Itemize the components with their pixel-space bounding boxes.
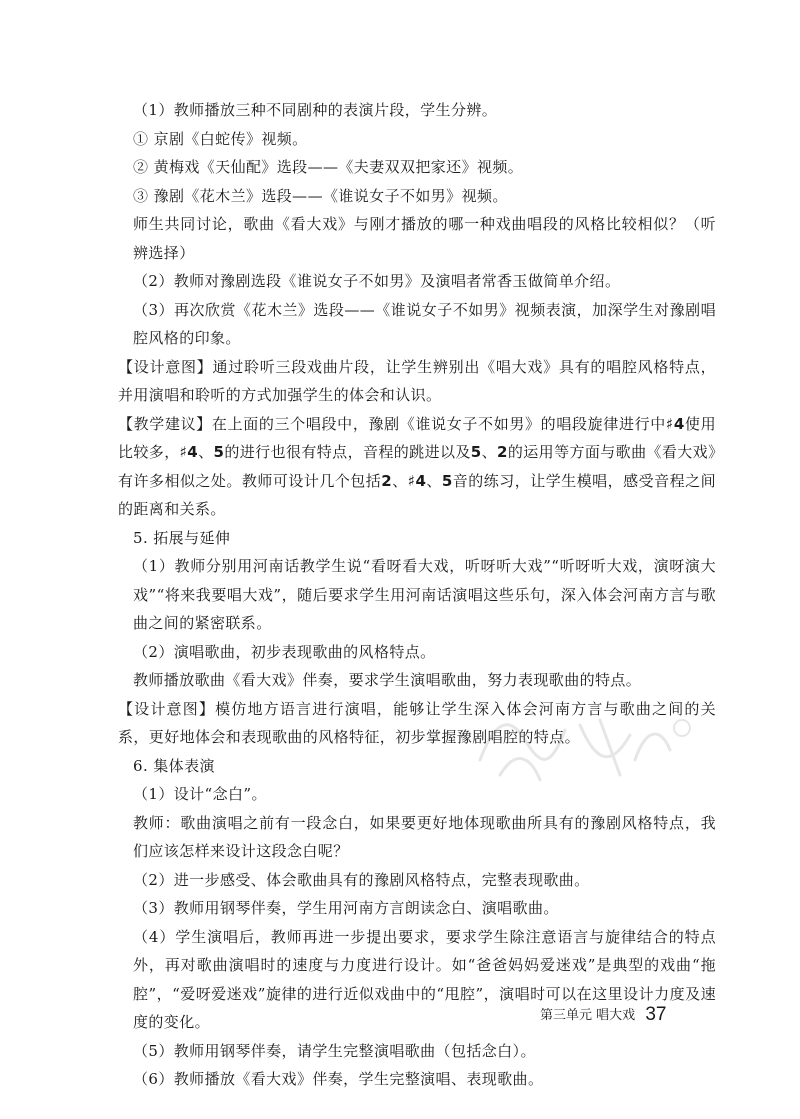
note-5: 5	[213, 443, 225, 461]
paragraph: （2）演唱歌曲，初步表现歌曲的风格特点。	[133, 642, 436, 661]
paragraph: （3）教师用钢琴伴奏，学生用河南方言朗读念白、演唱歌曲。	[133, 899, 559, 917]
page-body	[118, 96, 716, 1094]
publisher-watermark	[470, 700, 700, 790]
lesson-title: 唱大戏	[596, 1008, 636, 1023]
teaching-suggestion-paragraph	[118, 410, 716, 524]
note-5: 5	[441, 471, 453, 490]
paragraph: 教师播放歌曲《看大戏》伴奏，要求学生演唱歌曲，努力表现歌曲的特点。	[133, 671, 642, 689]
page-number: 37	[645, 1004, 667, 1025]
text-run: 、	[198, 443, 214, 461]
paragraph: （3）再次欣赏《花木兰》选段——《谁说女子不如男》视频表演，加深学生对豫剧唱腔风格的印象。	[133, 300, 716, 347]
design-intent-paragraph: 【设计意图】通过聆听三段戏曲片段，让学生辨别出《唱大戏》具有的唱腔风格特点，并用演唱和聆听的方式加强学生的体会和认识。	[118, 357, 716, 404]
note-sharp4: ♯4	[665, 414, 685, 433]
text-run: 、	[481, 443, 498, 461]
text-run: 、	[426, 471, 442, 490]
unit-label: 第三单元	[540, 1008, 593, 1023]
paragraph: （5）教师用钢琴伴奏，请学生完整演唱歌曲（包括念白）。	[133, 1041, 536, 1060]
design-intent-paragraph: 【设计意图】模仿地方语言进行演唱，能够让学生深入体会河南方言与歌曲之间的关系，更好地体会和表现歌曲的风格特征，初步掌握豫剧唱腔的特点。	[118, 699, 716, 746]
section-heading: 5. 拓展与延伸	[133, 528, 231, 547]
list-item: ① 京剧《白蛇传》视频。	[133, 129, 308, 148]
page-footer	[540, 1004, 720, 1026]
note-5: 5	[470, 443, 482, 461]
paragraph: （6）教师播放《看大戏》伴奏，学生完整演唱、表现歌曲。	[133, 1070, 544, 1088]
text-run: 音的练习，让学生模唱，感受音程之间的距离和关系。	[118, 471, 716, 518]
paragraph: （1）教师播放三种不同剧种的表演片段，学生分辨。	[133, 101, 498, 119]
text-run: 【教学建议】在上面的三个唱段中，豫剧《谁说女子不如男》的唱段旋律进行中	[118, 414, 666, 433]
text-run: 使用比较多，	[118, 414, 716, 461]
note-2: 2	[497, 443, 508, 461]
note-sharp4: ♯4	[407, 471, 427, 490]
text-run: 的进行也很有特点，音程的跳进以及	[224, 443, 471, 461]
note-2: 2	[381, 471, 393, 490]
text-run: 的运用等方面与歌曲《看大戏》有许多相似之处。教师可设计几个包括	[118, 443, 716, 490]
paragraph: 教师：歌曲演唱之前有一段念白，如果要更好地体现歌曲所具有的豫剧风格特点，我们应该怎样来设计这段念白呢？	[133, 813, 716, 860]
paragraph: （2）教师对豫剧选段《谁说女子不如男》及演唱者常香玉做简单介绍。	[133, 272, 621, 290]
paragraph: （4）学生演唱后，教师再进一步提出要求，要求学生除注意语言与旋律结合的特点外，再对歌曲演唱时的速度与力度进行设计。如“爸爸妈妈爱迷戏”是典型的戏曲“拖腔”，“爱呀爱迷戏”旋律的进行近似戏曲中的“甩腔”，演唱时可以在这里设计力度及速度的变化。	[133, 927, 716, 1031]
paragraph: （1）设计“念白”。	[133, 785, 267, 803]
paragraph: （1）教师分别用河南话教学生说“看呀看大戏，听呀听大戏”“听呀听大戏，演呀演大戏”“将来我要唱大戏”，随后要求学生用河南话演唱这些乐句，深入体会河南方言与歌曲之间的紧密联系。	[133, 557, 716, 632]
section-heading: 6. 集体表演	[133, 756, 215, 775]
paragraph: 师生共同讨论，歌曲《看大戏》与刚才播放的哪一种戏曲唱段的风格比较相似？（听辨选择）	[133, 215, 716, 262]
text-run: 、	[392, 471, 408, 490]
paragraph: （2）进一步感受、体会歌曲具有的豫剧风格特点，完整表现歌曲。	[133, 870, 590, 889]
list-item: ③ 豫剧《花木兰》选段——《谁说女子不如男》视频。	[133, 186, 508, 205]
list-item: ② 黄梅戏《天仙配》选段——《夫妻双双把家还》视频。	[133, 158, 524, 176]
note-sharp4: ♯4	[179, 443, 199, 461]
